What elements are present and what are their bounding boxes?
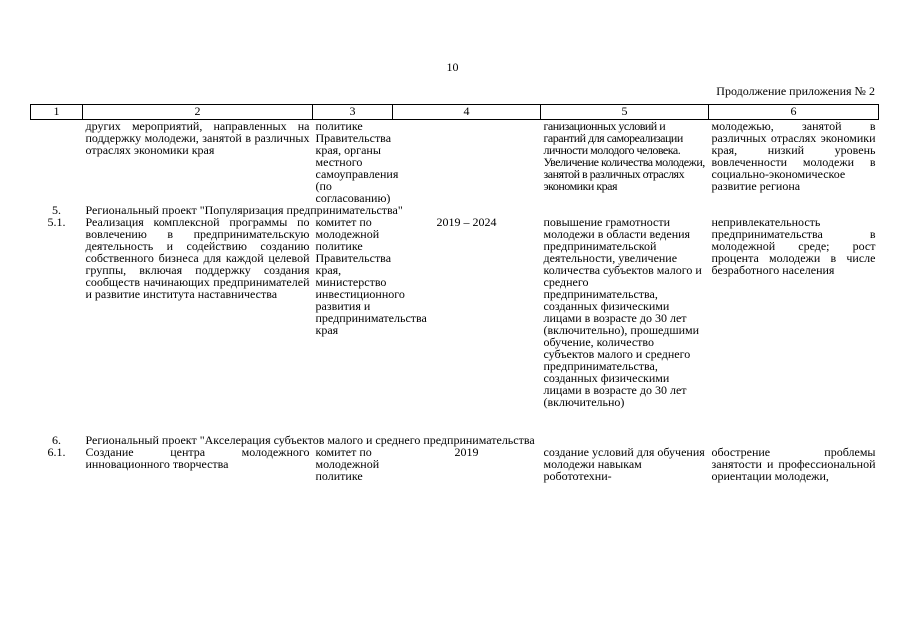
- spacer-row: [31, 408, 879, 434]
- table-row-continuation: [31, 120, 879, 205]
- header-col-2: 2: [83, 105, 313, 120]
- measure-period: 2019: [454, 445, 479, 459]
- measure-description: Создание центра молодежного инновационного творчества: [85, 445, 310, 471]
- header-col-6: 6: [709, 105, 879, 120]
- header-col-1: 1: [31, 105, 83, 120]
- section-title: Региональный проект "Акселерация субъектов малого и среднего предпринимательства: [85, 433, 535, 447]
- row-number: 5.1.: [47, 215, 66, 229]
- table-row-6-1: [31, 446, 879, 482]
- measure-executor: комитет по молодежной политике Правительства края, министерство инвестиционного развития и предпринимательства края: [315, 215, 427, 337]
- measure-description: других мероприятий, направленных на поддержку молодежи, занятой в различных отраслях экономики края: [85, 119, 310, 157]
- header-col-4: 4: [393, 105, 541, 120]
- measures-table: [30, 104, 879, 482]
- section-title: Региональный проект "Популяризация предпринимательства": [85, 203, 403, 217]
- appendix-continuation-note: Продолжение приложения № 2: [716, 84, 875, 98]
- measure-result: повышение грамотности молодежи в области ведения предпринимательской деятельности, увеличение количества субъектов малого и среднего предпринимательства, созданных физическими лицами в возрасте до 30 лет (включительно), прошедшими обучение, количество субъектов малого и среднего предпринимательства, созданных физическими лицами в возрасте до 30 лет (включительно): [543, 215, 702, 409]
- measure-result: ганизационных условий и гарантий для самореализации личности молодого человека. Увеличение количества молодежи, занятой в различных отраслях экономики края: [543, 119, 705, 193]
- header-col-3: 3: [313, 105, 393, 120]
- header-col-5: 5: [541, 105, 709, 120]
- measure-consequence: обострение проблемы занятости и профессиональной ориентации молодежи,: [711, 445, 876, 483]
- measure-executor: политике Правительства края, органы местного самоуправления (по согласованию): [315, 119, 399, 205]
- section-number: 6.: [52, 433, 61, 447]
- measure-period: 2019 – 2024: [436, 215, 497, 229]
- measure-description: Реализация комплексной программы по вовлечению в предпринимательскую деятельность и содействию созданию собственного бизнеса для каждой целевой группы, включая поддержку создания сообществ начинающих предпринимателей и развитие института наставничества: [85, 215, 310, 301]
- measure-consequence: молодежью, занятой в различных отраслях экономики края, низкий уровень вовлеченности молодежи в социально-экономическое развитие региона: [711, 119, 876, 193]
- measure-executor: комитет по молодежной политике: [315, 445, 380, 483]
- section-number: 5.: [52, 203, 61, 217]
- table-header-row: [31, 105, 879, 120]
- measure-consequence: непривлекательность предпринимательства в молодежной среде; рост процента молодежи в числе безработного населения: [711, 215, 876, 277]
- measure-result: создание условий для обучения молодежи навыкам робототехни-: [543, 445, 705, 483]
- measure-period: [393, 120, 541, 205]
- page-number: 10: [446, 60, 459, 74]
- row-number: [31, 120, 83, 205]
- row-number: 6.1.: [47, 445, 66, 459]
- table-row-5-1: [31, 216, 879, 408]
